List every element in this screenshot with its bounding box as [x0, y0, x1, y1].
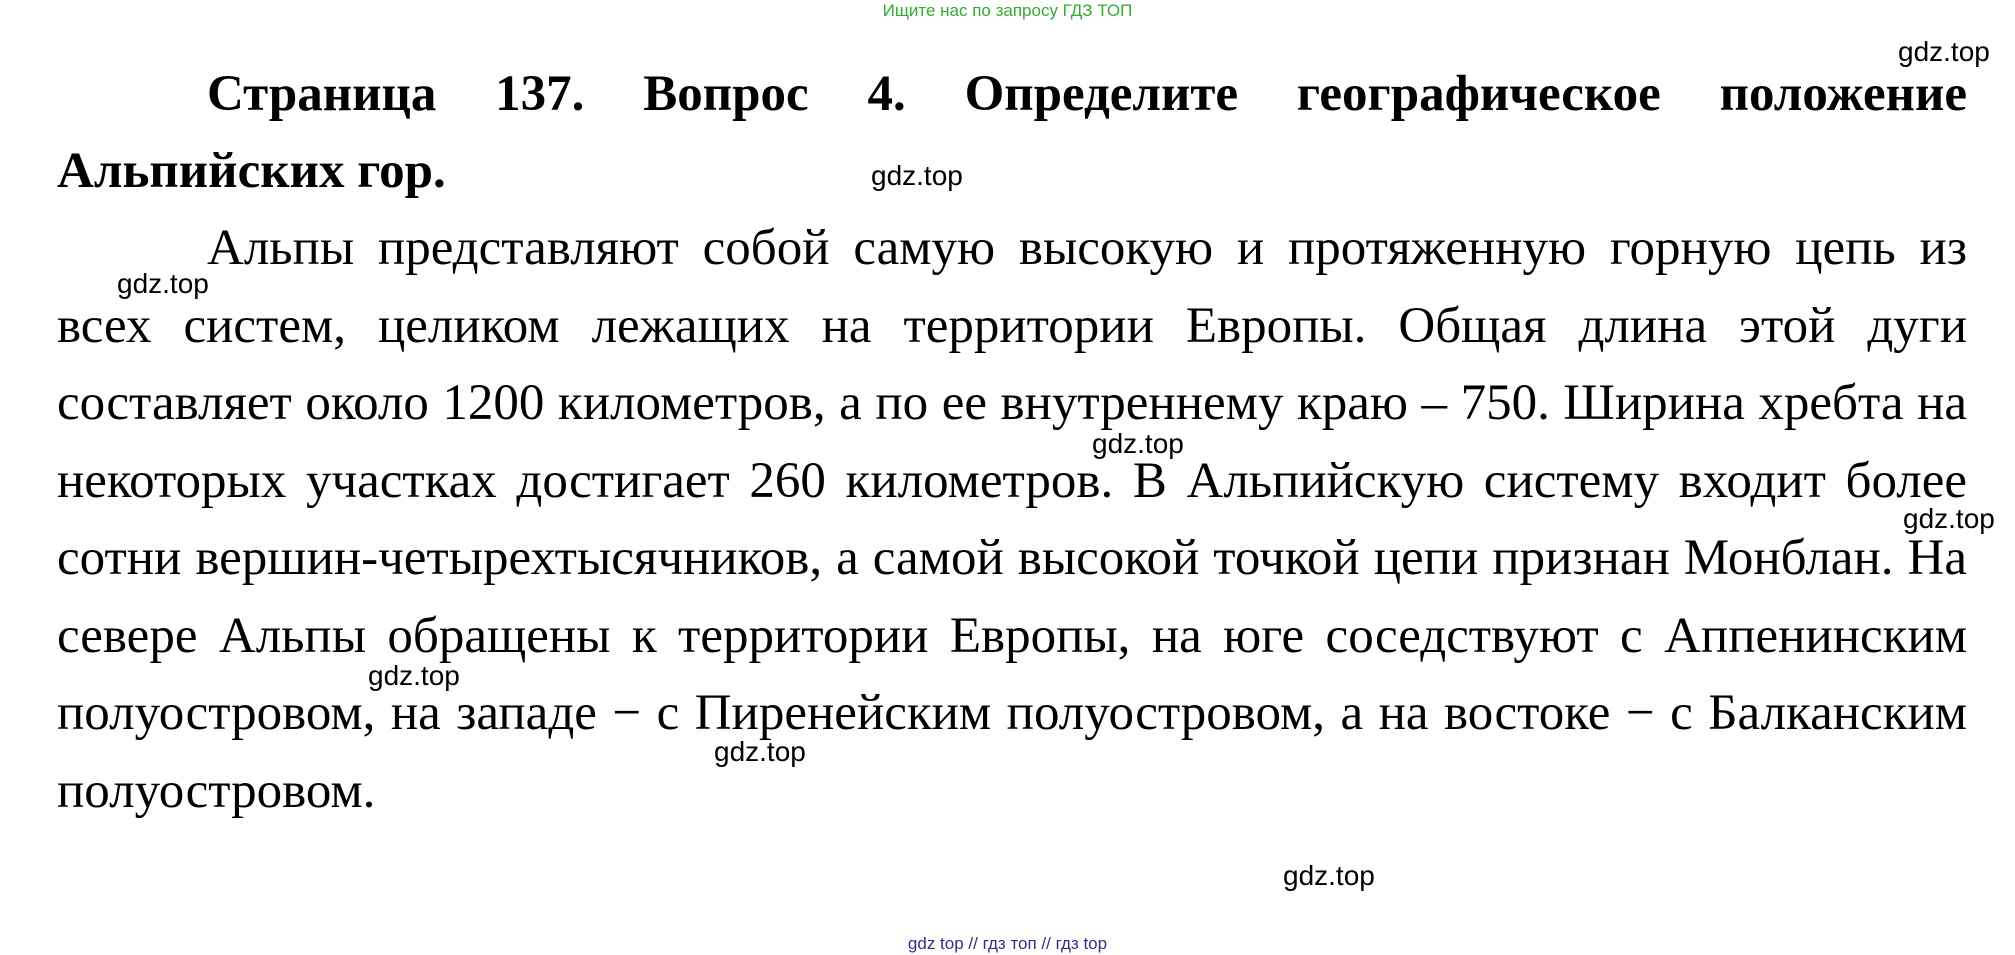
answer-paragraph: Альпы представляют собой самую высокую и протяженную горную цепь из всех систем, целиком лежащих на территории Европы. Общая длина этой дуги составляет около 1200 километров, а по ее внутреннему краю – 750. Ширина хребта на некоторых участках достигает 260 километров. В Альпийскую систему входит более сотни вершин-четырехтысячников, а самой высокой точкой цепи признан Монблан. На севере Альпы обращены к территории Европы, на юге соседствуют с Аппенинским полуостровом, на западе − с Пиренейским полуостровом, а на востоке − с Балканским полуостровом.: [57, 220, 1967, 819]
watermark: gdz.top: [714, 736, 806, 767]
watermark: gdz.top: [1092, 428, 1184, 459]
watermark: gdz.top: [871, 160, 963, 191]
watermark: gdz.top: [1903, 503, 1995, 534]
watermark: gdz.top: [1283, 860, 1375, 891]
footer-links: gdz top // гдз топ // гдз top: [907, 934, 1108, 953]
top-banner: Ищите нас по запросу ГДЗ ТОП: [882, 1, 1133, 20]
watermark: gdz.top: [1898, 36, 1990, 67]
answer-content: [57, 56, 1967, 830]
watermark: gdz.top: [117, 268, 209, 299]
watermark: gdz.top: [368, 660, 460, 691]
question-heading: Страница 137. Вопрос 4. Определите географическое положение Альпийских гор.: [57, 66, 1967, 199]
